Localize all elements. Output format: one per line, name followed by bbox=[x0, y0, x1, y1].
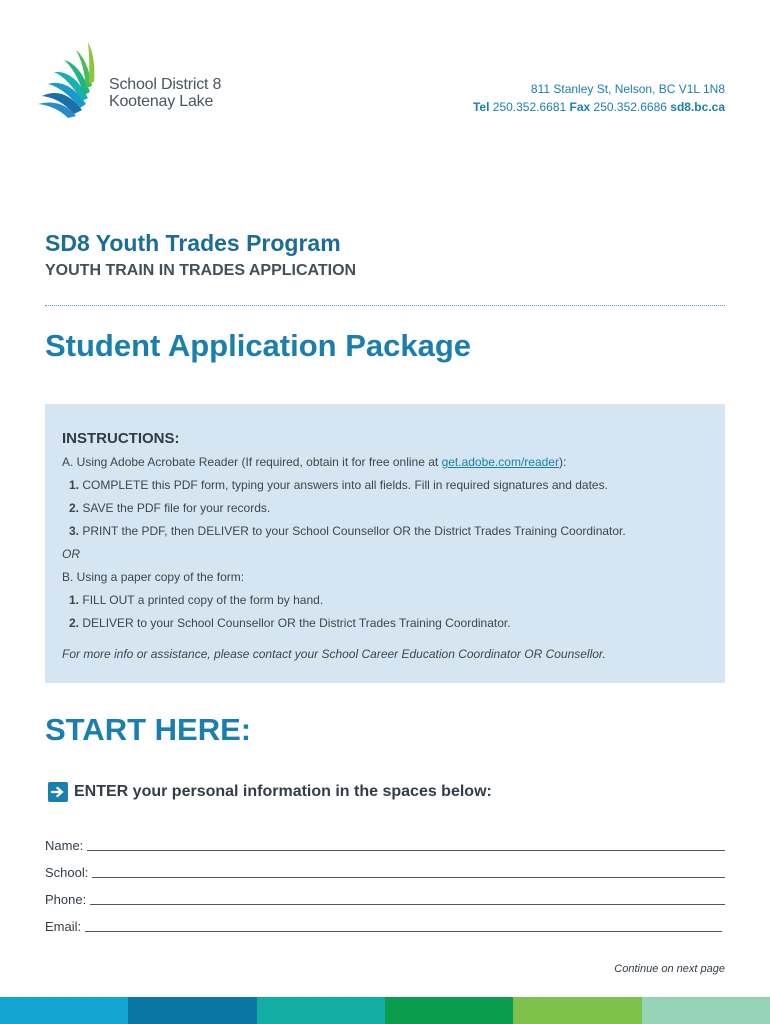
color-segment bbox=[257, 997, 385, 1024]
color-segment bbox=[642, 997, 770, 1024]
step-text: the PDF, then DELIVER to your School Counsellor OR the District Trades Training Coordinator. bbox=[118, 524, 626, 538]
option-a-prefix: A. Using Adobe Acrobate Reader (If required, obtain it for free online at bbox=[62, 455, 442, 469]
name-field-row bbox=[45, 838, 725, 853]
step-text: a printed copy of the form by hand. bbox=[134, 593, 324, 607]
email-field-row bbox=[45, 919, 722, 934]
color-segment bbox=[513, 997, 641, 1024]
option-a-step bbox=[62, 524, 708, 539]
school-field[interactable] bbox=[92, 866, 725, 878]
step-verb: COMPLETE bbox=[82, 478, 149, 492]
name-label: Name: bbox=[45, 838, 84, 853]
step-number: 1. bbox=[69, 593, 80, 607]
option-a-intro bbox=[62, 455, 708, 470]
school-field-row bbox=[45, 865, 725, 880]
email-field[interactable] bbox=[85, 920, 722, 932]
option-a-suffix: ): bbox=[558, 455, 567, 469]
phone-fax-line bbox=[473, 98, 725, 116]
phone-label: Phone: bbox=[45, 892, 87, 907]
school-district-logo bbox=[34, 38, 244, 120]
arrow-right-icon bbox=[48, 782, 68, 802]
step-text: to your School Counsellor OR the District Trades Training Coordinator. bbox=[133, 616, 511, 630]
step-text: the PDF file for your records. bbox=[113, 501, 271, 515]
fax-label: Fax bbox=[569, 100, 591, 114]
step-verb: PRINT bbox=[82, 524, 119, 538]
name-field[interactable] bbox=[87, 839, 725, 851]
school-label: School: bbox=[45, 865, 89, 880]
step-number: 3. bbox=[69, 524, 80, 538]
phone-field-row bbox=[45, 892, 725, 907]
enter-prompt-text: ENTER your personal information in the spaces below: bbox=[74, 783, 492, 800]
step-verb: DELIVER bbox=[82, 616, 134, 630]
logo-line-2: Kootenay Lake bbox=[109, 93, 214, 110]
step-number: 2. bbox=[69, 501, 80, 515]
logo-fan-icon bbox=[34, 38, 109, 120]
footer-color-bar bbox=[0, 997, 770, 1024]
adobe-reader-link[interactable]: get.adobe.com/reader bbox=[441, 455, 559, 469]
step-verb: SAVE bbox=[82, 501, 114, 515]
start-here-heading: START HERE: bbox=[45, 712, 252, 747]
option-b-step bbox=[62, 616, 708, 631]
option-b-step bbox=[62, 593, 708, 608]
instructions-heading: INSTRUCTIONS: bbox=[62, 430, 180, 447]
option-a-step bbox=[62, 478, 708, 493]
color-segment bbox=[385, 997, 513, 1024]
program-subtitle: YOUTH TRAIN IN TRADES APPLICATION bbox=[45, 262, 357, 279]
package-title: Student Application Package bbox=[45, 328, 472, 363]
step-verb: FILL OUT bbox=[82, 593, 135, 607]
email-label: Email: bbox=[45, 919, 82, 934]
address-line: 811 Stanley St, Nelson, BC V1L 1N8 bbox=[530, 82, 725, 96]
fax-number: 250.352.6686 bbox=[593, 100, 667, 114]
option-a-step bbox=[62, 501, 708, 516]
dotted-divider bbox=[45, 305, 725, 306]
step-number: 2. bbox=[69, 616, 80, 630]
step-number: 1. bbox=[69, 478, 80, 492]
option-b-intro: B. Using a paper copy of the form: bbox=[62, 570, 245, 584]
continue-note: Continue on next page bbox=[614, 963, 725, 975]
color-segment bbox=[128, 997, 256, 1024]
tel-number: 250.352.6681 bbox=[492, 100, 567, 114]
step-text: this PDF form, typing your answers into all fields. Fill in required signatures and dates. bbox=[148, 478, 608, 492]
color-segment bbox=[0, 997, 128, 1024]
enter-prompt-row bbox=[48, 782, 492, 802]
instructions-box bbox=[45, 404, 725, 683]
website-link[interactable]: sd8.bc.ca bbox=[670, 100, 725, 114]
phone-field[interactable] bbox=[90, 893, 725, 905]
program-title: SD8 Youth Trades Program bbox=[45, 230, 341, 256]
tel-label: Tel bbox=[472, 100, 490, 114]
contact-info bbox=[473, 80, 725, 116]
instructions-footer-note: For more info or assistance, please contact your School Career Education Coordinator OR Counsellor. bbox=[62, 647, 606, 661]
logo-line-1: School District 8 bbox=[109, 76, 222, 93]
or-separator: OR bbox=[62, 547, 80, 561]
